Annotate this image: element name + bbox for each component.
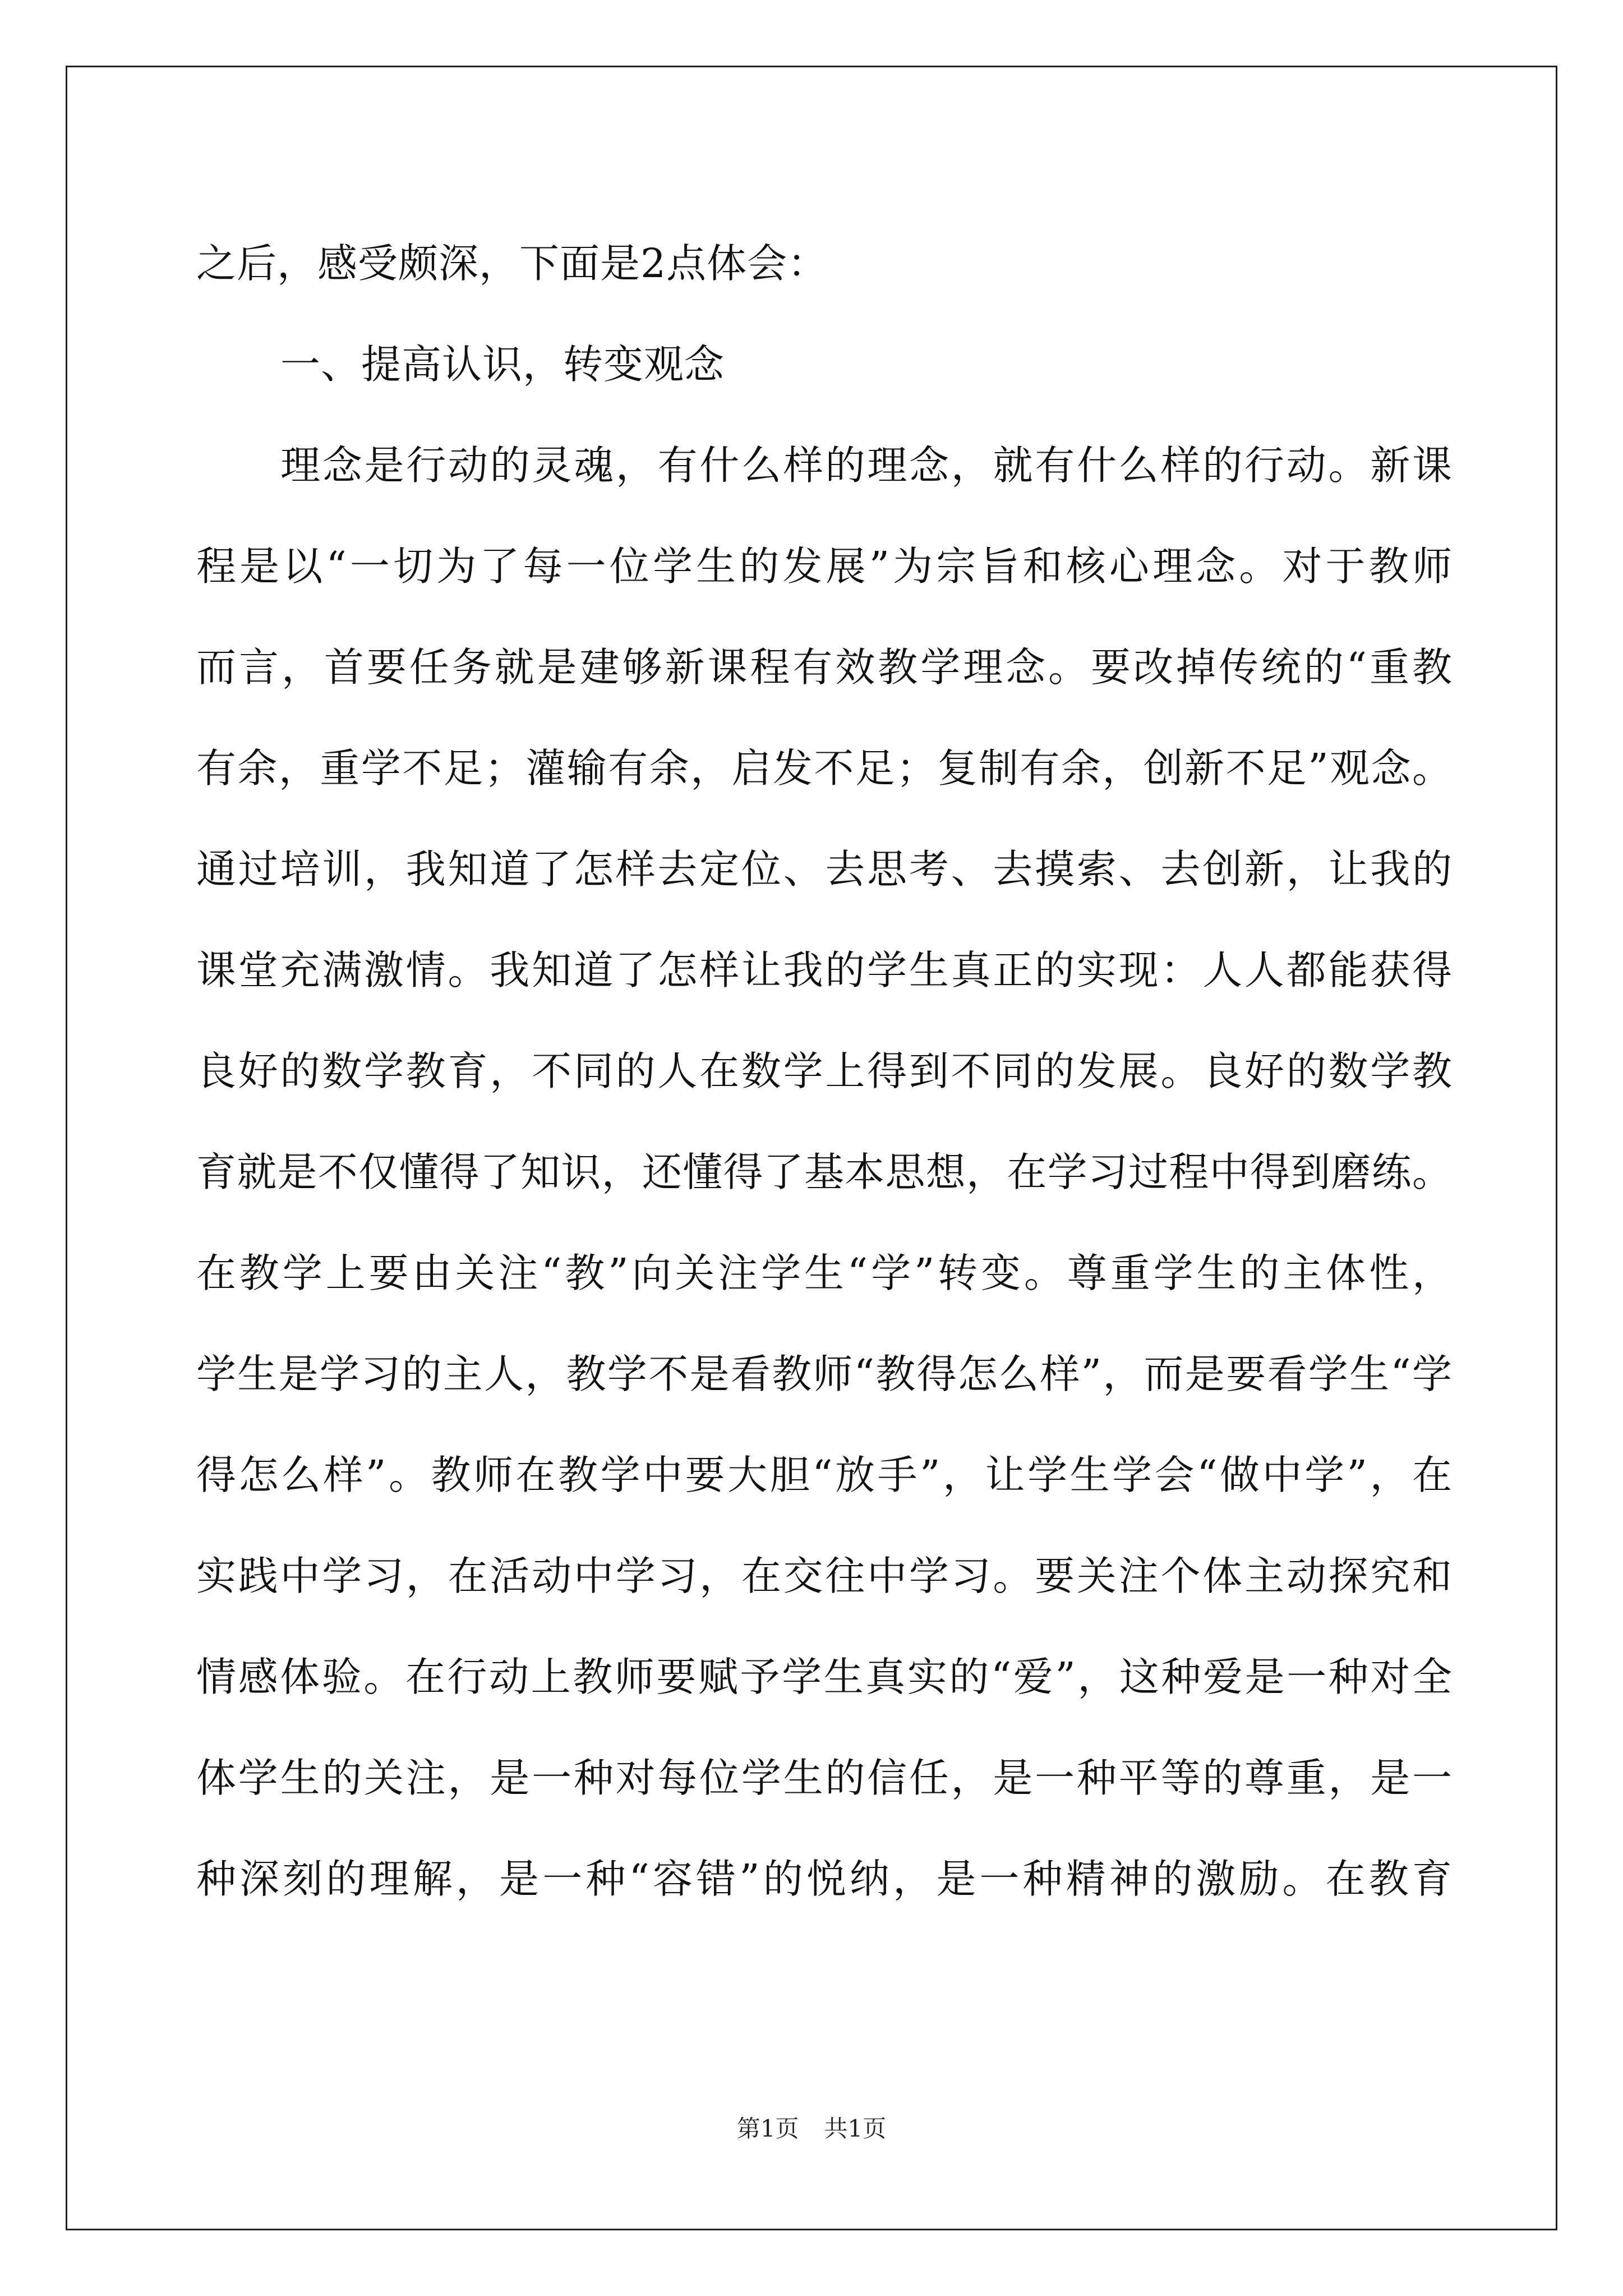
paragraph-line: 育就是不仅懂得了知识，还懂得了基本思想，在学习过程中得到磨练。 [196,1149,1453,1195]
page-number-current: 第1页 [736,2115,799,2142]
paragraph-line: 在教学上要由关注“教”向关注学生“学”转变。尊重学生的主体性， [196,1250,1453,1296]
paragraph-line: 学生是学习的主人，教学不是看教师“教得怎么样”，而是要看学生“学 [196,1351,1453,1397]
paragraph-line: 种深刻的理解，是一种“容错”的悦纳，是一种精神的激励。在教育 [196,1856,1453,1902]
page-number-total: 共1页 [824,2115,887,2142]
paragraph-line: 实践中学习，在活动中学习，在交往中学习。要关注个体主动探究和 [196,1553,1453,1599]
paragraph-line: 而言，首要任务就是建够新课程有效教学理念。要改掉传统的“重教 [196,644,1453,691]
paragraph-line: 之后，感受颇深，下面是2点体会： [196,240,828,287]
paragraph-line: 良好的数学教育，不同的人在数学上得到不同的发展。良好的数学教 [196,1048,1453,1094]
paragraph-line: 体学生的关注，是一种对每位学生的信任，是一种平等的尊重，是一 [196,1755,1453,1801]
paragraph-line: 通过培训，我知道了怎样去定位、去思考、去摸索、去创新，让我的 [196,846,1453,892]
paragraph-line: 程是以“一切为了每一位学生的发展”为宗旨和核心理念。对于教师 [196,543,1453,590]
document-body [196,213,1453,1930]
paragraph-line: 得怎么样”。教师在教学中要大胆“放手”，让学生学会“做中学”，在 [196,1452,1453,1498]
paragraph-line: 有余，重学不足；灌输有余，启发不足；复制有余，创新不足”观念。 [196,745,1453,792]
paragraph-line: 理念是行动的灵魂，有什么样的理念，就有什么样的行动。新课 [280,442,1453,489]
paragraph-line: 情感体验。在行动上教师要赋予学生真实的“爱”，这种爱是一种对全 [196,1654,1453,1700]
page-footer [0,2112,1623,2146]
section-heading: 一、提高认识，转变观念 [280,341,725,388]
paragraph-line: 课堂充满激情。我知道了怎样让我的学生真正的实现：人人都能获得 [196,947,1453,993]
